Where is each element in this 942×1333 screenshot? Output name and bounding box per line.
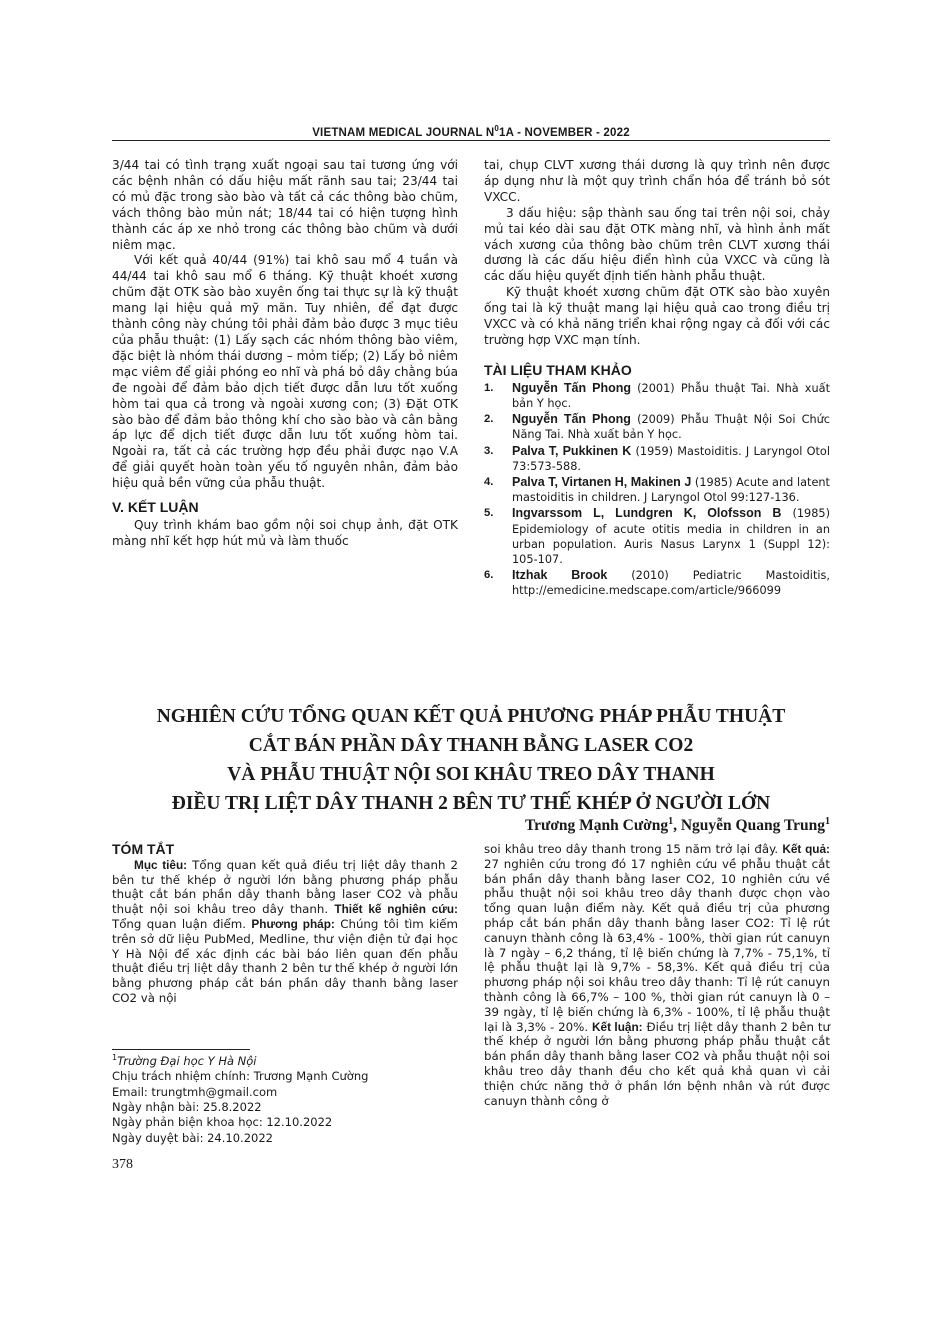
journal-header: VIETNAM MEDICAL JOURNAL $N^01A$ - NOVEMBER - 2022 — [312, 124, 630, 139]
paragraph: tai, chụp CLVT xương thái dương là quy trình nên được áp dụng như là một quy trình chẩn hóa để tránh bỏ sót VXCC. — [484, 158, 830, 204]
abstract-heading: TÓM TẮT — [112, 841, 175, 857]
abstract-right-column — [484, 842, 830, 1108]
abstract-paragraph: Mục tiêu: Tổng quan kết quả điều trị liệt dây thanh 2 bên tư thế khép ở người lớn bằng phương pháp phẫu thuật cắt bán phần dây thanh bằng laser CO2 và phẫu thuật nội soi khâu treo dây thanh. Thiết kế nghiên cứu: Tổng quan luận điểm. Phương pháp: Chúng tôi tìm kiếm trên sở dữ liệu PubMed, Medline, thư viện điện tử đại học Y Hà Nội để xác định các bài báo liên quan đến phẫu thuật điều trị liệt dây thanh 2 bên tư thế khép ở người lớn bằng phương pháp cắt bán phần dây thanh bằng laser CO2 và nội — [112, 857, 458, 1005]
reference-item: 6. Itzhak Brook (2010) Pediatric Mastoiditis, http://emedicine.medscape.com/article/966099 — [484, 568, 830, 598]
date-reviewed: Ngày phản biện khoa học: 12.10.2022 — [112, 1115, 333, 1130]
title-line: NGHIÊN CỨU TỔNG QUAN KẾT QUẢ PHƯƠNG PHÁP PHẪU THUẬT — [156, 706, 786, 727]
paragraph: 3/44 tai có tình trạng xuất ngoại sau tai tương ứng với các bệnh nhân có dấu hiệu mất rãnh sau tai; 23/44 tai có mủ đặc trong sào bào và tất cả các thông bào chũm, vách thông bào mủn nát; 18/44 tai có hiện tượng hình thành các áp xe nhỏ trong các thông bào chũm và dưới niêm mạc. — [112, 158, 458, 252]
author-list: Trương Mạnh Cường$^1$, Nguyễn Quang Trung$^1$ — [524, 816, 830, 835]
footnote — [112, 1050, 368, 1146]
corresponding-author: Chịu trách nhiệm chính: Trương Mạnh Cường — [112, 1069, 369, 1084]
date-received: Ngày nhận bài: 25.8.2022 — [112, 1100, 262, 1115]
paragraph: 3 dấu hiệu: sập thành sau ống tai trên nội soi, chảy mủ tai kéo dài sau đặt OTK màng nhĩ, và hình ảnh mất vách xương của thông bào chũm trên CLVT xương thái dương là các dấu hiệu điển hình của VXCC và cũng là các dấu hiệu quyết định tiến hành phẫu thuật. — [484, 205, 830, 284]
reference-item: 5. Ingvarssom L, Lundgren K, Olofsson B (1985) Epidemiology of acute otitis media in children in an urban population. Auris Nasus Larynx 1 (Suppl 12): 105-107. — [484, 506, 831, 567]
header-rule — [112, 140, 830, 141]
paragraph: Với kết quả 40/44 (91%) tai khô sau mổ 4 tuần và 44/44 tai khô sau mổ 6 tháng. Kỹ thuật khoét xương chũm đặt OTK sào bào xuyên ống tai thực sự là kỹ thuật mang lại hiệu quả mỹ mãn. Tuy nhiên, để đạt được thành công này chúng tôi phải đảm bảo được 3 mục tiêu của phẫu thuật: (1) Lấy sạch các nhóm thông bào viêm, đặc biệt là nhóm thái dương – mỏm tiếp; (2) Lấy bỏ niêm mạc viêm để giải phóng eo nhĩ và phá bỏ dây chằng búa đe ngoài để đảm bảo dịch tiết được dẫn lưu tốt xuống hòm tai qua cả trong và ngoài xương con; (3) Đặt OTK sào bào để đảm bảo thông khí cho sào bào và cân bằng áp lực để dịch tiết được dẫn lưu tốt xuống hòm tai. Ngoài ra, tất cả các trường hợp đều phải được nạo V.A để giải quyết hoàn toàn yếu tố nguyên nhân, đảm bảo hiệu quả bền vững của phẫu thuật. — [112, 253, 458, 491]
reference-item: 3. Palva T, Pukkinen K (1959) Mastoiditis. J Laryngol Otol 73:573-588. — [484, 443, 830, 473]
abstract-left-column — [112, 842, 458, 1006]
date-approved: Ngày duyệt bài: 24.10.2022 — [112, 1130, 273, 1145]
page-number: 378 — [112, 1157, 133, 1172]
title-line: VÀ PHẪU THUẬT NỘI SOI KHÂU TREO DÂY THANH — [227, 764, 715, 785]
reference-item: 2. Nguyễn Tấn Phong (2009) Phẫu Thuật Nội Soi Chức Năng Tai. Nhà xuất bản Y học. — [484, 412, 830, 442]
email: Email: trungtmh@gmail.com — [112, 1084, 278, 1099]
section-heading-conclusion: V. KẾT LUẬN — [112, 499, 199, 516]
paragraph: Kỹ thuật khoét xương chũm đặt OTK sào bào xuyên ống tai là kỹ thuật mang lại hiệu quả cao trong điều trị VXCC và có khả năng triển khai rộng ngay cả đối với các trường hợp VXC mạn tính. — [484, 285, 830, 347]
references-heading: TÀI LIỆU THAM KHẢO — [484, 361, 632, 378]
reference-item: 4. Palva T, Virtanen H, Makinen J (1985) Acute and latent mastoiditis in children. J Laryngol Otol 99:127-136. — [484, 475, 830, 505]
title-line: ĐIỀU TRỊ LIỆT DÂY THANH 2 BÊN TƯ THẾ KHÉP Ở NGƯỜI LỚN — [171, 793, 771, 814]
reference-list — [484, 381, 830, 599]
title-line: CẮT BÁN PHẦN DÂY THANH BẰNG LASER CO2 — [248, 735, 694, 756]
reference-item: 1. Nguyễn Tấn Phong (2001) Phẫu thuật Tai. Nhà xuất bản Y học. — [484, 380, 830, 410]
paragraph: Quy trình khám bao gồm nội soi chụp ảnh, đặt OTK màng nhĩ kết hợp hút mủ và làm thuốc — [112, 517, 458, 548]
article-title — [112, 702, 830, 818]
prev-article-right-column — [484, 158, 830, 600]
abstract-paragraph: soi khâu treo dây thanh trong 15 năm trở lại đây. Kết quả: 27 nghiên cứu trong đó 17 nghiên cứu về phẫu thuật cắt bán phần dây thanh bằng laser CO2, 10 nghiên cứu về phẫu thuật nội soi khâu treo dây thanh được chọn vào tổng quan luận điểm này. Kết quả điều trị của phương pháp cắt bán phần dây thanh bằng laser CO2: Tỉ lệ rút canuyn thành công là 63,4% - 100%, thời gian rút canuyn là 7 ngày – 6,2 tháng, tỉ lệ biến chứng là 7,7% - 75,1%, tỉ lệ phẫu thuật lại là 9,7% - 58,3%. Kết quả điều trị của phương pháp nội soi khâu treo dây thanh: Tỉ lệ rút canuyn thành công là 66,7% – 100 %, thời gian rút canuyn là 0 – 39 ngày, tỉ lệ biến chứng là 6,3% - 100%, tỉ lệ phẫu thuật lại là 3,3% - 20%. Kết luận: Điều trị liệt dây thanh 2 bên tư thế khép ở người lớn bằng phương pháp phẫu thuật cắt bán phần dây thanh bằng laser CO2 và phẫu thuật nội soi khâu treo dây thanh đều cho kết quả khả quan vì cải thiện chức năng thở ở phần lớn bệnh nhân và rút được canuyn thành công ở — [484, 842, 830, 1108]
prev-article-left-column — [112, 158, 458, 550]
affiliation: $^1$Trường Đại học Y Hà Nội — [112, 1053, 257, 1068]
